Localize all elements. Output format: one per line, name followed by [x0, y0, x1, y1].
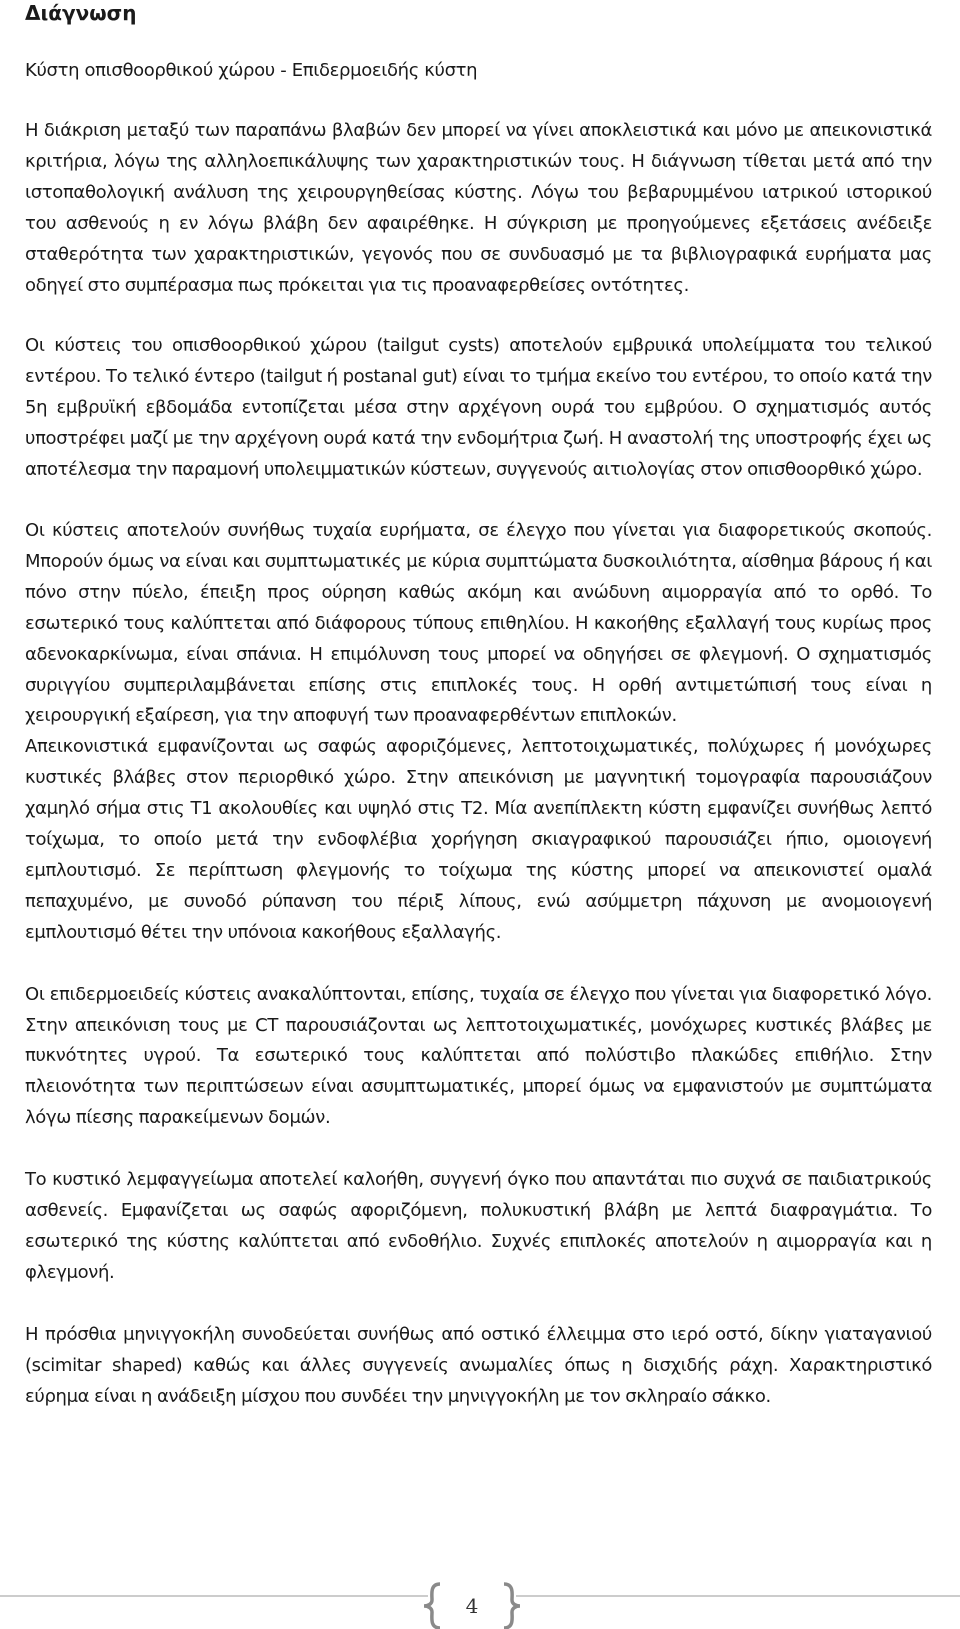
paragraph-meningocele: Η πρόσθια μηνιγγοκήλη συνοδεύεται συνήθως από οστικό έλλειμμα στο ιερό οστό, δίκην γιαταγανιού (scimitar shaped) καθώς και άλλες συγγενείς ανωμαλίες όπως η δισχιδής ράχη. Χαρακτηριστικό εύρημα είναι η ανάδειξη μίσχου που συνδέει την μηνιγγοκήλη με τον σκληραίο σάκκο.	[25, 1323, 932, 1407]
paragraph-tailgut-cysts: Οι κύστεις του οπισθοορθικού χώρου (tailgut cysts) αποτελούν εμβρυικά υπολείμματα του τελικού εντέρου. Το τελικό έντερο (tailgut ή postanal gut) είναι το τμήμα εκείνο του εντέρου, το οποίο κατά την 5η εμβρυϊκή εβδομάδα εντοπίζεται μέσα στην αρχέγονη ουρά του εμβρύου. Ο σχηματισμός αυτός υποστρέφει μαζί με την αρχέγονη ουρά κατά την ενδομήτρια ζωή. Η αναστολή της υποστροφής έχει ως αποτέλεσμα την παραμονή υπολειμματικών κύστεων, συγγενούς αιτιολογίας στον οπισθοορθικό χώρο.	[25, 335, 932, 481]
section-heading: Διάγνωση	[25, 1, 137, 25]
document-page	[25, 0, 932, 1413]
page-footer	[0, 1582, 960, 1629]
paragraph-epidermoid: Οι επιδερμοειδείς κύστεις ανακαλύπτονται, επίσης, τυχαία σε έλεγχο που γίνεται για διαφορετικό λόγο. Στην απεικόνιση τους με CT παρουσιάζονται ως λεπτοτοιχωματικές, μονόχωρες κυστικές βλάβες με πυκνότητες υγρού. Τα εσωτερικό τους καλύπτεται από πολύστιβο πλακώδες επιθήλιο. Στην πλειονότητα των περιπτώσεων είναι ασυμπτωματικές, μπορεί όμως να εμφανιστούν με συμπτώματα λόγω πίεσης παρακείμενων δομών.	[25, 983, 932, 1129]
paragraph-lymphangioma: Το κυστικό λεμφαγγείωμα αποτελεί καλοήθη, συγγενή όγκο που απαντάται πιο συχνά σε παιδιατρικούς ασθενείς. Εμφανίζεται ως σαφώς αφοριζόμενη, πολυκυστική βλάβη με λεπτά διαφραγμάτια. Το εσωτερικό της κύστης καλύπτεται από ενδοθήλιο. Συχνές επιπλοκές αποτελούν η αιμορραγία και η φλεγμονή.	[25, 1169, 932, 1283]
paragraph-imaging: Απεικονιστικά εμφανίζονται ως σαφώς αφοριζόμενες, λεπτοτοιχωματικές, πολύχωρες ή μονόχωρες κυστικές βλάβες στον περιορθικό χώρο. Στην απεικόνιση με μαγνητική τομογραφία παρουσιάζουν χαμηλό σήμα στις Τ1 ακολουθίες και υψηλό στις Τ2. Μία ανεπίπλεκτη κύστη εμφανίζει συνήθως λεπτό τοίχωμα, το οποίο μετά την ενδοφλέβια χορήγηση σκιαγραφικού παρουσιάζει ήπιο, ομοιογενή εμπλουτισμό. Σε περίπτωση φλεγμονής το τοίχωμα της κύστης μπορεί να απεικονιστεί ομαλά πεπαχυμένο, με συνοδό ρύπανση του πέριξ λίπους, ενώ ασύμμετρη πάχυνση με ανομοιογενή εμπλουτισμό θέτει την υπόνοια κακοήθους εξαλλαγής.	[25, 736, 932, 943]
paragraph-differential: Η διάκριση μεταξύ των παραπάνω βλαβών δεν μπορεί να γίνει αποκλειστικά και μόνο με απεικονιστικά κριτήρια, λόγω της αλληλοεπικάλυψης των χαρακτηριστικών τους. Η διάγνωση τίθεται μετά από την ιστοπαθολογική ανάλυση της χειρουργηθείσας κύστης. Λόγω του βεβαρυμμένου ιατρικού ιστορικού του ασθενούς η εν λόγω βλάβη δεν αφαιρέθηκε. Η σύγκριση με προηγούμενες εξετάσεις ανέδειξε σταθερότητα των χαρακτηριστικών, γεγονός που σε συνδυασμό με τα βιβλιογραφικά ευρήματα μας οδηγεί στο συμπέρασμα πως πρόκειται για τις προαναφερθείσες οντότητες.	[25, 120, 932, 296]
paragraph-clinical: Οι κύστεις αποτελούν συνήθως τυχαία ευρήματα, σε έλεγχο που γίνεται για διαφορετικούς σκοπούς. Μπορούν όμως να είναι και συμπτωματικές με κύρια συμπτώματα δυσκοιλιότητα, αίσθημα βάρους ή και πόνο στην πύελο, έπειξη προς ούρηση καθώς ακόμη και ανώδυνη αιμορραγία από το ορθό. Το εσωτερικό τους καλύπτεται από διάφορους τύπους επιθηλίου. Η κακοήθης εξαλλαγή τους κυρίως προς αδενοκαρκίνωμα, είναι σπάνια. Η επιμόλυνση τους μπορεί να οδηγήσει σε φλεγμονή. Ο σχηματισμός συριγγίου συμπεριλαμβάνεται επίσης στις επιπλοκές τους. Η ορθή αντιμετώπισή τους είναι η χειρουργική εξαίρεση, για την αποφυγή των προαναφερθέντων επιπλοκών.	[25, 519, 932, 727]
page-number: 4	[465, 1594, 479, 1618]
diagnosis-subtitle: Κύστη οπισθοορθικού χώρου - Επιδερμοειδής κύστη	[25, 60, 478, 81]
